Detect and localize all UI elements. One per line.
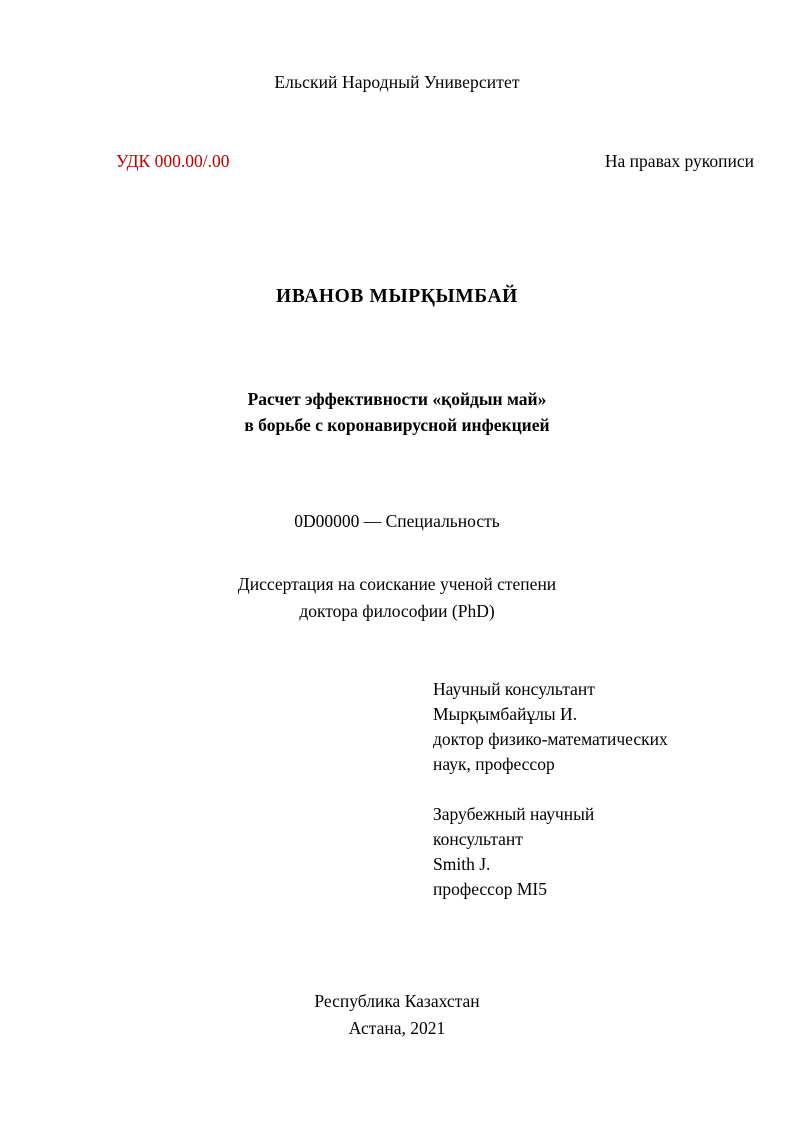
- dissertation-title: [0, 386, 794, 438]
- consultant-foreign: [433, 802, 753, 902]
- consultant-domestic-degree-line-1: доктор физико-математических: [433, 729, 668, 749]
- degree-line-1: Диссертация на соискание ученой степени: [237, 574, 557, 594]
- consultant-domestic-role: Научный консультант: [433, 679, 595, 699]
- degree-line-2: доктора философии (PhD): [299, 601, 495, 621]
- degree-statement: [0, 571, 794, 625]
- country-name: Республика Казахстан: [314, 991, 480, 1011]
- udk-row: [0, 151, 794, 177]
- manuscript-rights-note: На правах рукописи: [604, 151, 754, 171]
- footer-location: [0, 988, 794, 1042]
- consultant-foreign-name: Smith J.: [433, 854, 491, 874]
- title-line-1: Расчет эффективности «қойдын май»: [247, 389, 547, 409]
- consultant-domestic: [433, 677, 753, 777]
- consultant-foreign-role-line-1: Зарубежный научный: [433, 804, 595, 824]
- speciality-code: 0D00000 — Специальность: [294, 511, 500, 531]
- consultants-block: [433, 677, 753, 902]
- author-name: ИВАНОВ МЫРҚЫМБАЙ: [276, 286, 518, 307]
- title-line-2: в борьбе с коронавирусной инфекцией: [244, 415, 550, 435]
- city-year: Астана, 2021: [348, 1018, 446, 1038]
- consultant-domestic-degree-line-2: наук, профессор: [433, 754, 555, 774]
- consultant-foreign-title: профессор MI5: [433, 879, 547, 899]
- udk-code: УДК 000.00/.00: [116, 151, 230, 171]
- university-name: Ельский Народный Университет: [274, 72, 520, 92]
- consultant-foreign-role-line-2: консультант: [433, 829, 523, 849]
- consultant-domestic-name: Мырқымбайұлы И.: [433, 704, 578, 724]
